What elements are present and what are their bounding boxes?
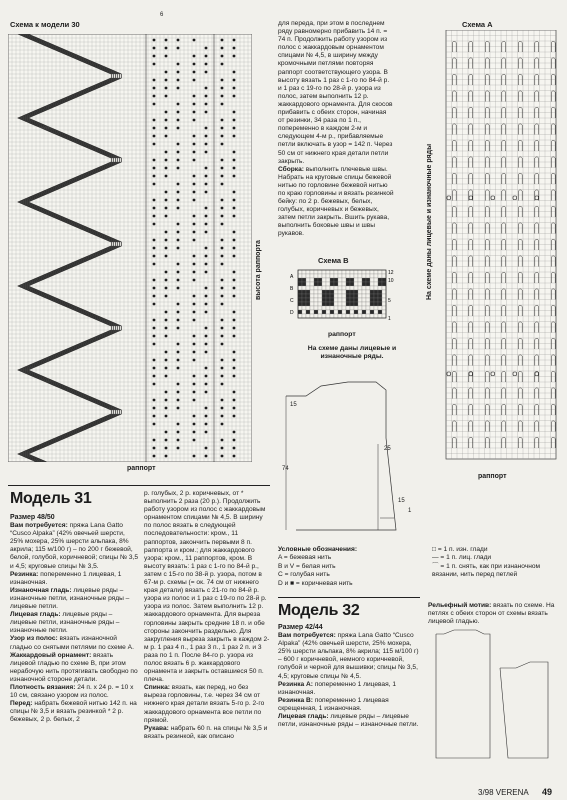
- legend-item-b: B и V = белая нить: [278, 562, 336, 570]
- schemaB-chart: [288, 266, 400, 326]
- schemaB-row-letter: A: [290, 274, 294, 280]
- schemaB-row-number: 12: [388, 270, 394, 276]
- schemaA-title: Схема A: [462, 20, 493, 29]
- model31-size: Размер 48/50: [10, 514, 55, 521]
- m32-text-1: попеременно 1 лицевая, 1 изнаночная.: [278, 680, 397, 696]
- schemaB-title: Схема B: [318, 256, 349, 265]
- m31c2-text-2: набрать 60 п. на спицы № 3,5 и вязать резинкой, как описано: [144, 724, 268, 740]
- relief-label: Рельефный мотив:: [428, 602, 492, 609]
- m31-text-7: набрать бежевой нитью 142 п. на спицы № 3,5 и вязать резинкой * 2 р. бежевых, 2 р. белых, 2: [10, 700, 137, 724]
- model32-heading: Модель 32: [278, 602, 360, 619]
- dim-15-b: 15: [398, 498, 405, 504]
- schemaA-side-caption: На схеме даны лицевые и изнаночные ряды: [426, 143, 433, 300]
- legend-right-item-0: □ = 1 п. изн. глади: [432, 546, 488, 553]
- schemaB-grid: [298, 270, 386, 318]
- m32-label-2: Резинка B:: [278, 696, 313, 704]
- schema30-chart: [8, 34, 252, 462]
- schema30-title: Схема к модели 30: [10, 20, 80, 29]
- model32-size: Размер 42/44: [278, 624, 323, 631]
- dim-1: 1: [408, 508, 412, 514]
- dim-74: 74: [282, 466, 289, 472]
- m31-label-7: Перед:: [10, 700, 33, 708]
- m31c2-label-2: Рукава:: [144, 724, 169, 732]
- page-number: 49: [542, 787, 553, 797]
- m31-text-0: пряжа Lana Gatto “Cusco Alpaka” (42% овечьей шерсти, 25% мохера, 25% шерсти альпака, 8% акрила; 115 м/100 г) – по 200 г бежевой, белой, голубой, коричневой; спицы № 3,5 и 4,5; круговые спицы № 3,5.: [10, 522, 139, 570]
- schemaB-row-letter: B: [290, 286, 294, 292]
- legend-item-c: C = голубая нить: [278, 571, 330, 579]
- schema30-rapport: раппорт: [127, 465, 156, 472]
- legend-title: Условные обозначения:: [278, 546, 358, 553]
- schemaA-chart: [440, 30, 558, 470]
- schema30-height-label: высота раппорта: [255, 240, 262, 300]
- m31-text-1: попеременно 1 лицевая, 1 изнаночная.: [10, 570, 122, 586]
- m31c2-text-0: р. голубых, 2 р. коричневых, от * выполнить 2 раза (20 р.). Продолжить работу узором из полос с жаккардовым орнаментом спицами № 4,5. В ширину по полос вязать в следующей последовательности: кром., 11 раппортов, закончить первыми 8 п. раппорта и кром.; для жаккардового узора: кром., 11 раппортов, кром. В высоту вязать: 1 раз с 1-го по 84-й р., затем с 15-го по 38-й р. узора, потом в 67-м р. схемы (= ок. 74 см от нижнего края детали) вязать с 21-го по 84-й р. узора из полос и 1 раз с 19-го по 28-й р. узора из полос. Затем выполнить 12 р. жаккардового орнамента. Для выреза горловины закрыть средние 18 п. и обе стороны закончить раздельно. Для закругления выреза закрыть в каждом 2-м р. 1 раз 4 п., 1 раз 3 п., 1 раз 2 п. и 3 раза по 1 п. После 84-го р. узора из полос вязать 6 р. жаккардового орнамента и закрыть оставшиеся 50 п. плеча.: [144, 490, 270, 684]
- schemaB-caption: На схеме даны лицевые и изнаночные ряды.: [307, 345, 397, 360]
- pattern-drawing: [276, 378, 416, 538]
- m32-text-2: попеременно 1 лицевая скрещенная, 1 изнаночная.: [278, 696, 389, 712]
- model31-rule: [8, 485, 270, 486]
- m31-text-2: лицевые ряды – изнаночные петли, изнаночные ряды – лицевые петли.: [10, 586, 130, 611]
- m32-text-0: пряжа Lana Gatto “Cusco Alpaka” (42% овечьей шерсти, 25% мохера, 25% шерсти альпака, 8% акрила; 115 м/100 г) – 600 г коричневой, немного коричневой, голубой и черной для вышивки; спицы № 3,5, 4,5; круговые спицы № 4,5.: [278, 632, 419, 680]
- model32-col: [278, 622, 420, 729]
- model31-col2: [144, 490, 270, 741]
- schemaB-row-number: 10: [388, 278, 394, 284]
- m31-label-6: Плотность вязания:: [10, 683, 76, 691]
- assembly-text: выполнить плечевые швы. Набрать на круговые спицы бежевой нитью по горловине бежевой нитью по краю горловины и вязать резинкой бейку: по 2 р. бежевых, белых, голубых, коричневых и бежевых, затем петли закрыть. Вшить рукава, выполнить боковые швы и швы рукавов.: [278, 165, 394, 238]
- schemaB-row-number: 5: [388, 298, 391, 304]
- schema30-grid: [8, 34, 252, 462]
- legend-right: [432, 546, 562, 580]
- m32-label-3: Лицевая гладь:: [278, 713, 329, 721]
- schemaB-row-letter: C: [290, 298, 294, 304]
- m32-label-1: Резинка A:: [278, 680, 313, 688]
- m32-text-3: лицевые ряды – лицевые петли, изнаночные ряды – изнаночные петли.: [278, 713, 419, 729]
- m31c2-text-1: вязать, как перед, но без выреза горловины, т.е. через 34 см от нижнего края детали вязать 5-го р. 2-го жаккардового орнамента все петли по прямой.: [144, 684, 265, 724]
- legend-right-item-1: — = 1 п. лиц. глади: [432, 554, 492, 562]
- schemaB-row-letter: D: [290, 310, 294, 316]
- dim-25: 25: [384, 446, 391, 452]
- legend-item-a: A = бежевая нить: [278, 554, 332, 562]
- m31c2-label-1: Спинка:: [144, 684, 170, 692]
- legend-right-item-2: ⌒ = 1 п. снять, как при изнаночном вязании, нить перед петлей: [432, 562, 541, 579]
- schemaA-grid: [446, 30, 556, 459]
- m31-label-5: Жаккардовый орнамент:: [10, 651, 92, 659]
- intro-text: [278, 20, 394, 239]
- model31-col1: [10, 512, 138, 724]
- relief-text: вязать по схеме. На петлях с обеих сторон от схемы вязать лицевой гладью.: [428, 602, 555, 626]
- schemaA-rapport: раппорт: [478, 473, 507, 480]
- dim-15-a: 15: [290, 402, 297, 408]
- m32-label-0: Вам потребуется:: [278, 632, 336, 640]
- footer-issue: 3/98 VERENA: [478, 788, 529, 797]
- schema30-top-mark: 6: [160, 12, 164, 18]
- relief-motif: [428, 602, 560, 626]
- m31-label-4: Узор из полос:: [10, 635, 58, 643]
- m31-text-5: вязать лицевой гладью по схеме B, при этом нерабочую нить протягивать свободно по изнаночной стороне детали.: [10, 651, 138, 683]
- m31-label-3: Лицевая гладь:: [10, 611, 61, 619]
- m31-text-4: вязать изнаночной гладью со снятыми петлями по схеме A.: [10, 635, 134, 651]
- model32-rule: [278, 597, 420, 598]
- legend: [278, 546, 428, 588]
- schemaB-row-number: 1: [388, 316, 391, 322]
- m31-label-1: Резинка:: [10, 570, 39, 578]
- schemaB-rapport: раппорт: [328, 331, 356, 338]
- m31-text-6: 24 п. x 24 р. = 10 x 10 см, связано узором из полос.: [10, 683, 134, 700]
- m31-label-2: Изнаночная гладь:: [10, 586, 72, 594]
- intro-paragraph: для переда, при этом в последнем ряду равномерно прибавить 14 п. = 74 п. Продолжить работу узором из полос с жаккардовым орнаментом спицами № 4,5, в ширину между кромочными петлями повторяя раппорт соответствующего узора. В высоту вязать 1 раз с 1-го по 84-й р. и 1 раз с 19-го по 28-й р. узора из полос, затем выполнить 12 р. жаккардового орнамента. Для скосов прибавить с обеих сторон, начиная от резинки, 34 раза по 1 п., попеременно в каждом 2-м и следующем 4-м р., прибавляемые петли включать в узор = 142 п. Через 50 см от нижнего края детали петли закрыть.: [278, 20, 393, 165]
- legend-item-d: D и ■ = коричневая нить: [278, 579, 353, 587]
- model32-pattern-drawing: [430, 628, 560, 768]
- m31-label-0: Вам потребуется:: [10, 522, 68, 530]
- assembly-label: Сборка:: [278, 165, 304, 173]
- m31-text-3: лицевые ряды – лицевые петли, изнаночные ряды – изнаночные петли.: [10, 611, 120, 635]
- model31-heading: Модель 31: [10, 490, 92, 507]
